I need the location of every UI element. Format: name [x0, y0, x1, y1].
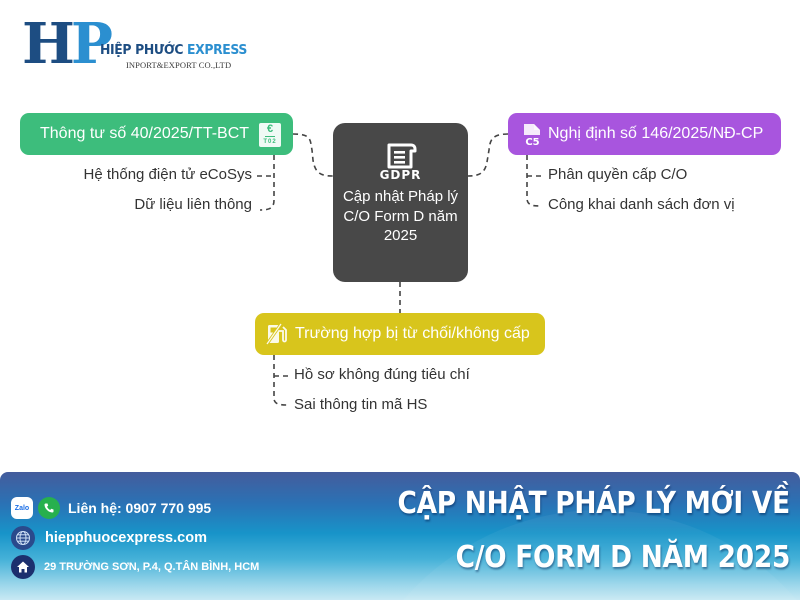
- contact-address: [11, 555, 259, 579]
- leaf-ecosys: Hệ thống điện tử eCoSys: [83, 166, 252, 183]
- contact-website: [11, 526, 207, 550]
- address-text: 29 TRƯỜNG SƠN, P.4, Q.TÂN BÌNH, HCM: [44, 561, 260, 573]
- leaf-wrong-hs-code: Sai thông tin mã HS: [294, 396, 428, 413]
- center-node: [333, 123, 468, 282]
- logo-name-part2: EXPRESS: [187, 42, 248, 58]
- currency-code: T02: [263, 139, 277, 145]
- currency-code-icon: [259, 123, 281, 147]
- gdpr-label: GDPR: [379, 168, 422, 182]
- phone-number[interactable]: Liên hệ: 0907 770 995: [68, 500, 212, 516]
- zalo-icon: [11, 497, 33, 519]
- footer-banner: [0, 472, 800, 600]
- logo-letter-p: P: [70, 11, 110, 77]
- c5-label: C5: [525, 137, 540, 147]
- phone-icon: [38, 497, 60, 519]
- currency-symbol: €: [266, 123, 274, 135]
- document-c5-icon: [522, 123, 542, 147]
- company-logo: [22, 11, 248, 77]
- branch-label: Thông tư số 40/2025/TT-BCT: [40, 125, 250, 142]
- logo-name-part1: HIỆP PHƯỚC: [100, 42, 188, 58]
- logo-letter-h: H: [22, 11, 71, 77]
- globe-icon: [11, 526, 35, 550]
- logo-monogram: [22, 11, 110, 77]
- branch-label: Trường hợp bị từ chối/không cấp: [295, 325, 530, 342]
- branch-node-rejection: [255, 313, 545, 355]
- fuel-pump-off-icon: [265, 322, 289, 346]
- leaf-data-linking: Dữ liệu liên thông: [134, 196, 252, 213]
- headline-line-2: C/O FORM D NĂM 2025: [455, 540, 790, 575]
- branch-node-circular: [20, 113, 293, 155]
- contact-phone: [11, 497, 211, 519]
- gdpr-document-icon: [383, 141, 419, 169]
- leaf-authority: Phân quyền cấp C/O: [548, 166, 688, 183]
- logo-company-name: [100, 42, 247, 58]
- branch-node-decree: [508, 113, 781, 155]
- website-link[interactable]: hiepphuocexpress.com: [45, 530, 207, 546]
- zalo-label: Zalo: [14, 504, 30, 512]
- leaf-wrong-criteria: Hồ sơ không đúng tiêu chí: [294, 366, 470, 383]
- branch-label: Nghị định số 146/2025/NĐ-CP: [548, 125, 764, 142]
- home-icon: [11, 555, 35, 579]
- leaf-public-list: Công khai danh sách đơn vị: [548, 196, 735, 213]
- logo-subtitle: INPORT&EXPORT CO.,LTD: [126, 60, 232, 70]
- headline-line-1: CẬP NHẬT PHÁP LÝ MỚI VỀ: [397, 486, 790, 521]
- center-title: Cập nhật Pháp lý C/O Form D năm 2025: [342, 188, 459, 244]
